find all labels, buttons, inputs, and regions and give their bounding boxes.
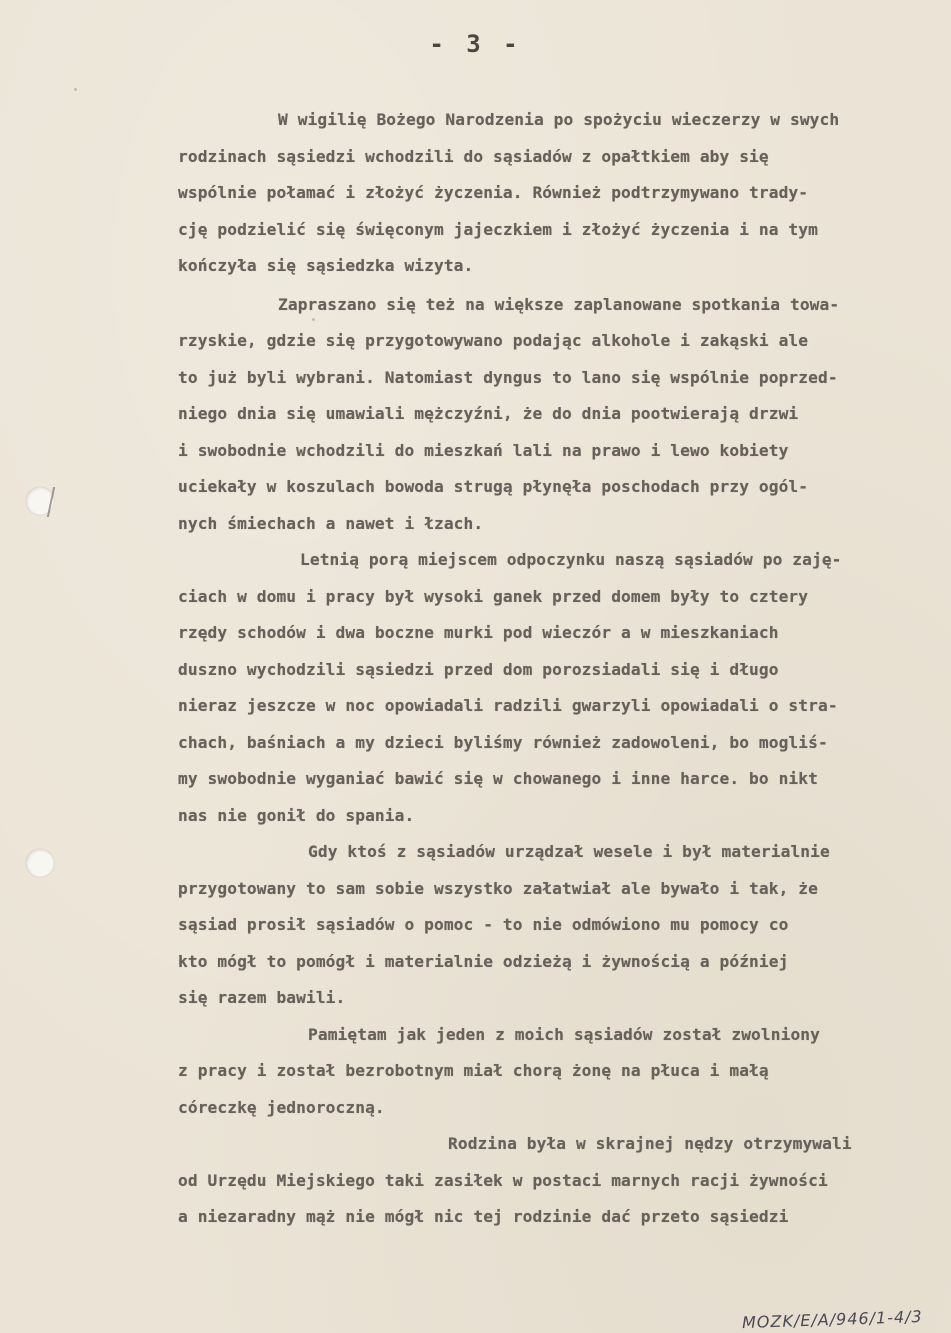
text-line: rodzinach sąsiedzi wchodzili do sąsiadów z opałtkiem aby się — [178, 146, 769, 166]
text-line: rzyskie, gdzie się przygotowywano podając alkohole i zakąski ale — [178, 331, 809, 350]
text-line: cję podzielić się święconym jajeczkiem i złożyć życzenia i na tym — [178, 219, 818, 239]
text-line: Pamiętam jak jeden z moich sąsiadów został zwolniony — [308, 1024, 820, 1044]
text-line: ciach w domu i pracy był wysoki ganek przed domem były to cztery — [178, 586, 809, 606]
text-line: kto mógł to pomógł i materialnie odzieżą i żywnością a później — [178, 951, 789, 971]
text-line: to już byli wybrani. Natomiast dyngus to lano się wspólnie poprzed- — [178, 367, 838, 387]
text-line: my swobodnie wyganiać bawić się w chowanego i inne harce. bo nikt — [178, 769, 818, 788]
text-line: Zapraszano się też na większe zaplanowane spotkania towa- — [278, 294, 840, 314]
text-line: niego dnia się umawiali mężczyźni, że do dnia pootwierają drzwi — [178, 404, 799, 423]
text-line: Letnią porą miejscem odpoczynku naszą sąsiadów po zaję- — [300, 550, 842, 569]
text-line: rzędy schodów i dwa boczne murki pod wieczór a w mieszkaniach — [178, 623, 779, 642]
typewritten-body — [178, 102, 938, 1236]
text-line: od Urzędu Miejskiego taki zasiłek w postaci marnych racji żywności — [178, 1170, 828, 1190]
text-line: nieraz jeszcze w noc opowiadali radzili gwarzyli opowiadali o stra- — [178, 696, 838, 715]
text-line: a niezaradny mąż nie mógł nic tej rodzinie dać przeto sąsiedzi — [178, 1207, 789, 1226]
text-line: W wigilię Bożego Narodzenia po spożyciu wieczerzy w swych — [278, 110, 840, 129]
text-line: nas nie gonił do spania. — [178, 805, 415, 825]
text-line: z pracy i został bezrobotnym miał chorą żonę na płuca i małą — [178, 1061, 769, 1080]
text-line: sąsiad prosił sąsiadów o pomoc - to nie odmówiono mu pomocy co — [178, 915, 789, 934]
text-line: i swobodnie wchodzili do mieszkań lali na prawo i lewo kobiety — [178, 440, 789, 460]
text-line: duszno wychodzili sąsiedzi przed dom porozsiadali się i długo — [178, 659, 779, 679]
paper-speck — [74, 88, 77, 91]
text-line: kończyła się sąsiedzka wizyta. — [178, 256, 474, 275]
text-line: Gdy ktoś z sąsiadów urządzał wesele i był materialnie — [308, 842, 830, 861]
text-line: nych śmiechach a nawet i łzach. — [178, 513, 484, 533]
text-line: wspólnie połamać i złożyć życzenia. Również podtrzymywano trady- — [178, 183, 809, 202]
archive-reference-signature: MOZK/E/A/946/1-4/3 — [742, 1306, 924, 1333]
text-line: córeczkę jednoroczną. — [178, 1097, 385, 1117]
punch-hole-lower — [26, 849, 54, 877]
text-line-tail: Rodzina była w skrajnej nędzy otrzymywali — [448, 1134, 852, 1153]
text-line: przygotowany to sam sobie wszystko załatwiał ale bywało i tak, że — [178, 878, 818, 898]
text-line — [178, 1126, 938, 1163]
text-line: się razem bawili. — [178, 988, 346, 1007]
page-number: - 3 - — [429, 30, 522, 58]
text-line: chach, baśniach a my dzieci byliśmy również zadowoleni, bo mogliś- — [178, 732, 828, 752]
text-line: uciekały w koszulach bowoda strugą płynęła poschodach przy ogól- — [178, 477, 809, 496]
